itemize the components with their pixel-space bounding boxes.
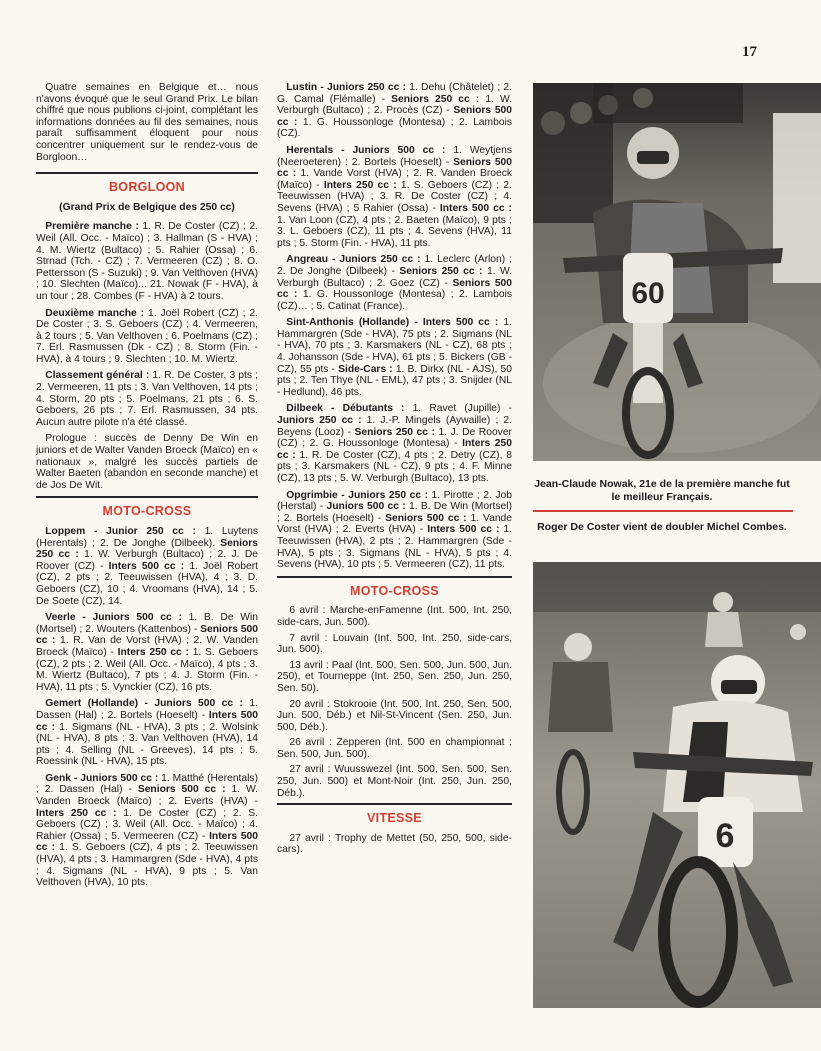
- divider: [277, 803, 512, 805]
- result-text: 1. W. Verburgh (Bultaco) ; 2. J. De Roover (CZ) -: [36, 549, 258, 572]
- result-label: Seniors 500 cc :: [137, 784, 226, 796]
- result-text: 1. B. De Win (Mortsel) ; 2. Bortels (Hoeselt) -: [277, 501, 512, 524]
- result-text: 1. Vande Vorst (HVA) ; 2. Everts (HVA) -: [277, 512, 512, 536]
- section-heading-vitesse: VITESSE: [367, 811, 422, 826]
- section-heading-motocross: MOTO-CROSS: [102, 504, 192, 519]
- result-label: Juniors 500 cc :: [326, 501, 406, 513]
- result-label: Seniors 250 cc :: [36, 537, 258, 561]
- photo-de-coster: [533, 562, 821, 1008]
- result-text: 1. W. Vanden Broeck (Maïco) ; 2. Everts (HVA) -: [36, 784, 258, 808]
- result-text: 1. Van Loon (CZ), 4 pts ; 2. Baeten (Maïco), 9 pts ; 3. L. Geboers (CZ), 11 pts ; 4. Sevens (HVA), 11 pts ; 5. Storm (Fin. - HVA), 11 pts.: [277, 214, 512, 249]
- calendar-list: [277, 605, 512, 799]
- prologue-paragraph: Prologue : succès de Denny De Win en juniors et de Walter Vanden Broeck (Maïco) en « nationaux », malgré les succès partiels de Walter Baeten (abandon en seconde manche) et de Jos De Wit.: [36, 433, 258, 491]
- manche2-text: 1. Joël Robert (CZ) ; 2. De Coster ; 3. S. Geboers (CZ) ; 4. Vermeeren, à 2 tours ; 5. Van Velthoven ; 6. Poelmans (CZ) ; 7. Erl. Rasmussen (Dk - CZ) ; 8. Storm (Fin. - HVA), à 4 tours ; 9. Slechten ; 10. M. Wiertz.: [36, 307, 258, 365]
- caption-photo1: Jean-Claude Nowak, 21e de la première manche fut le meilleur Français.: [534, 478, 790, 503]
- result-text: 1. B. De Win (Mortsel) ; 2. Wouters (Kattenbos) -: [36, 612, 258, 635]
- vitesse-list: [277, 833, 512, 856]
- result-paragraph: [36, 698, 258, 768]
- result-paragraph: [36, 612, 258, 693]
- general-text: 1. R. De Coster, 3 pts ; 2. Vermeeren, 11 pts ; 3. Van Velthoven, 14 pts ; 4. Storm, 20 pts ; 5. Poelmans, 21 pts ; 6. S. Geboers, 26 pts ; 7. Erl. Rasmussen, 34 pts. Aucun autre pilote n'a été classé.: [36, 370, 258, 428]
- result-paragraph: [277, 403, 512, 484]
- general-paragraph: [36, 370, 258, 428]
- result-text: 1. S. Geboers (CZ), 2 pts ; 2. Weil (All. Occ. - Maïco), 4 pts ; 3. M. Wiertz (Bultaco), 7 pts ; 4. J. Storm (Fin. - HVA), 11 pts ; 5. Vynckier (CZ), 16 pts.: [36, 646, 258, 693]
- general-label: Classement général :: [45, 370, 150, 382]
- result-paragraph: [36, 526, 258, 607]
- result-label: Dilbeek - Débutants :: [286, 403, 405, 415]
- result-text: 1. De Coster (CZ) ; 2. S. Geboers (CZ) ; 3. Weil (All. Occ. - Maïco) ; 4. Rahier (Ossa) ; 5. Vermeeren (CZ) -: [36, 807, 258, 842]
- manche2-paragraph: [36, 308, 258, 366]
- result-text: 1. Luytens (Herentals) ; 2. De Jonghe (Dilbeek).: [36, 526, 258, 549]
- result-text: 1. Sigmans (NL - HVA), 3 pts ; 2. Wolsink (NL - HVA), 8 pts ; 3. Van Velthoven (HVA), 14 pts ; 4. Selling (NL - Greeves), 14 pts ; 5. Roessink (NL - HVA), 15 pts.: [36, 721, 258, 768]
- result-text: 1. G. Houssonloge (Montesa) ; 2. Lambois (CZ)… ; 5. Catinat (France).: [277, 289, 512, 312]
- text-column-middle: [277, 82, 512, 1027]
- divider: [36, 496, 258, 498]
- result-text: 1. Hammargren (Sde - HVA), 75 pts ; 2. Sigmans (NL - HVA), 70 pts ; 3. Karsmakers (NL - CZ), 68 pts ; 4. Johansson (Sde - HVA), 61 pts ; 5. Bickers (GB - CZ), 55 pts -: [277, 317, 512, 375]
- result-label: Sint-Anthonis (Hollande) - Inters 500 cc :: [286, 317, 499, 329]
- result-label: Seniors 500 cc :: [36, 623, 258, 647]
- result-label: Seniors 250 cc :: [399, 265, 483, 277]
- result-paragraph: [277, 317, 512, 398]
- manche2-label: Deuxième manche :: [45, 307, 145, 319]
- result-text: 1. W. Verburgh (Bultaco) ; 2. Procès (CZ) -: [277, 93, 512, 117]
- result-text: 1. G. Houssonloge (Montesa) ; 2. Lambois (CZ).: [277, 116, 512, 140]
- result-paragraph: [277, 145, 512, 249]
- calendar-item: 27 avril : Trophy de Mettet (50, 250, 500, side-cars).: [277, 832, 512, 856]
- result-text: 1. S. Geboers (CZ) ; 2. Teeuwissen (HVA) ; 3. R. De Coster (CZ) ; 4. Sevens (HVA) ; 5 Rahier (Ossa) -: [277, 179, 512, 214]
- photo-nowak: [533, 83, 821, 461]
- result-label: Angreau - Juniors 250 cc :: [286, 254, 421, 266]
- manche1-label: Première manche :: [45, 221, 139, 233]
- result-label: Seniors 250 cc :: [391, 93, 480, 105]
- result-text: 1. W. Verburgh (Bultaco) ; 2. Goez (CZ) -: [277, 265, 512, 289]
- result-text: 1. Joël Robert (CZ), 2 pts ; 2. Teeuwissen (HVA), 4 ; 3. D. Geboers (CZ), 10 ; 4. Vroomans (HVA), 14 ; 5. De Soete (CZ), 14.: [36, 560, 258, 607]
- result-label: Seniors 500 cc :: [277, 105, 512, 128]
- calendar-item: 7 avril : Louvain (Int. 500, Int. 250, side-cars, Jun. 500).: [277, 632, 512, 656]
- borgloon-subtitle: (Grand Prix de Belgique des 250 cc): [59, 201, 235, 213]
- intro-paragraph: Quatre semaines en Belgique et… nous n'avons évoqué que le seul Grand Prix. Le bilan chiffré que nous publions ci-joint, complétant les informations données au fil des semaines, nous paraît suffisamment éloquent pour nous concentrer uniquement sur le rendez-vous de Borgloon…: [36, 82, 258, 163]
- result-text: 1. Dassen (Hal) ; 2. Bortels (Hoeselt) -: [36, 698, 258, 721]
- result-text: 1. R. De Coster (CZ), 4 pts ; 2. Detry (CZ), 8 pts ; 3. Karsmakers (NL - CZ), 9 pts ; 4. F. Minne (CZ), 13 pts ; 5. W. Verburgh (Bultaco), 13 pts.: [277, 449, 512, 484]
- plate-number-2: 6: [715, 817, 735, 855]
- result-text: 1. Matthé (Herentals) ; 2. Dassen (Hal) -: [36, 772, 258, 796]
- result-label: Veerle - Juniors 500 cc :: [45, 612, 182, 624]
- result-label: Inters 500 cc :: [36, 830, 258, 854]
- manche1-text: 1. R. De Coster (CZ) ; 2. Weil (All. Occ. - Maïco) ; 3. Hallman (S - HVA) ; 4. M. Wiertz (Bultaco) ; 5. Rahier (Ossa) ; 6. Strnad (Tch. - CZ) ; 7. Vermeeren (CZ) ; 8. O. Pettersson (S - Suzuki) ; 9. Van Velthoven (HVA) ; 10. Slechten (Maïco)... 21. Nowak (F - HVA), à un tour ; 28. Combes (F - HVA) à 2 tours.: [36, 221, 258, 302]
- result-text: 1. R. Van de Vorst (HVA) ; 2. W. Vanden Broeck (Maïco) -: [36, 635, 258, 658]
- calendar-item: 13 avril : Paal (Int. 500, Sen. 500, Jun. 500, Jun. 250), et Tourneppe (Int. 250, Sen. 250, Jun. 250, Sen. 50).: [277, 659, 512, 694]
- calendar-item: 27 avril : Wuusswezel (Int. 500, Sen. 500, Sen. 250, Jun. 500) et Mont-Noir (Int. 250, Jun. 250, Déb.).: [277, 764, 512, 799]
- result-label: Inters 500 cc :: [427, 524, 500, 536]
- result-paragraph: [36, 773, 258, 889]
- page-number: 17: [742, 44, 757, 60]
- result-label: Opgrimbie - Juniors 250 cc :: [286, 489, 429, 501]
- plate-number-1: 60: [631, 277, 665, 310]
- result-text: 1. Ravet (Jupille) -: [404, 403, 512, 415]
- results-group-middle: [277, 82, 512, 571]
- result-text: 1. S. Geboers (CZ), 4 pts ; 2. Teeuwissen (HVA), 4 pts ; 3. Hammargren (Sde - HVA), 4 pts ; 4. Sigmans (NL - HVA), 9 pts ; 5. Van Velthoven (HVA), 10 pts.: [36, 842, 258, 889]
- result-label: Inters 250 cc :: [277, 438, 512, 461]
- result-label: Gemert (Hollande) - Juniors 500 cc :: [45, 698, 243, 710]
- results-group-left: [36, 526, 258, 889]
- result-label: Inters 250 cc :: [36, 807, 117, 819]
- calendar-item: 20 avril : Stokrooie (Int. 500, Int. 250, Sen. 500, Jun. 500, Déb.) et Nil-St-Vincent (Sen. 250, Jun. 500, Déb.).: [277, 698, 512, 733]
- result-label: Seniors 500 cc :: [385, 512, 467, 524]
- result-text: 1. Teeuwissen (HVA), 2 pts ; 2. Hammargren (Sde - HVA), 5 pts ; 3. Sigmans (NL - HVA), 5 pts ; 4. Sevens (HVA), 10 pts ; 5. Vermeeren (CZ), 11 pts.: [277, 524, 512, 571]
- result-text: 1. Weytjens (Neeroeteren) ; 2. Bortels (Hoeselt) -: [277, 144, 512, 168]
- calendar-item: 6 avril : Marche-enFamenne (Int. 500, Int. 250, side-cars, Jun. 500).: [277, 605, 512, 628]
- section-heading-borgloon: BORGLOON: [108, 180, 185, 195]
- result-label: Loppem - Junior 250 cc :: [45, 526, 196, 537]
- calendar-item: 26 avril : Zepperen (Int. 500 en championnat ; Sen. 500, Jun. 500).: [277, 737, 512, 760]
- result-label: Seniors 500 cc :: [277, 156, 512, 180]
- result-label: Inters 250 cc :: [323, 179, 397, 191]
- text-column-left: [36, 82, 258, 1027]
- result-text: 1. J.-P. Mingels (Aywaille) ; 2. Beyens (Looz) -: [277, 415, 512, 438]
- caption-photo2: Roger De Coster vient de doubler Michel Combes.: [537, 521, 787, 533]
- result-label: Juniors 250 cc :: [277, 415, 362, 427]
- section-heading-calendar: MOTO-CROSS: [350, 583, 439, 598]
- result-label: Lustin - Juniors 250 cc :: [286, 82, 406, 93]
- result-label: Seniors 250 cc :: [354, 426, 435, 438]
- result-paragraph: [277, 490, 512, 571]
- result-paragraph: [277, 82, 512, 140]
- divider: [277, 576, 512, 578]
- result-text: 1. B. Dirkx (NL - AJS), 50 pts ; 2. Ten Thye (NL - EML), 47 pts ; 3. Snijder (NL - Hedlund), 46 pts.: [277, 363, 512, 398]
- result-text: 1. J. De Roover (CZ) ; 2. G. Houssonloge (Montesa) -: [277, 426, 512, 450]
- manche1-paragraph: [36, 221, 258, 302]
- caption-divider: [533, 510, 793, 512]
- result-paragraph: [277, 254, 512, 312]
- result-label: Inters 500 cc :: [108, 560, 185, 572]
- result-label: Genk - Juniors 500 cc :: [45, 772, 159, 784]
- result-text: 1. Vande Vorst (HVA) ; 2. R. Vanden Broeck (Maïco) -: [277, 168, 512, 191]
- result-text: 1. Leclerc (Arlon) ; 2. De Jonghe (Dilbeek) -: [277, 254, 512, 277]
- result-label: Herentals - Juniors 500 cc :: [286, 144, 446, 156]
- divider: [36, 172, 258, 174]
- result-label: Seniors 500 cc :: [277, 277, 512, 301]
- result-label: Inters 500 cc :: [439, 202, 512, 214]
- result-label: Side-Cars :: [338, 363, 393, 375]
- result-label: Inters 500 cc :: [36, 709, 258, 733]
- result-label: Inters 250 cc :: [117, 646, 189, 658]
- result-text: 1. Dehu (Châtelet) ; 2. G. Camal (Flémalle) -: [277, 82, 512, 105]
- result-text: 1. Pirotte ; 2. Job (Herstal) -: [277, 489, 512, 513]
